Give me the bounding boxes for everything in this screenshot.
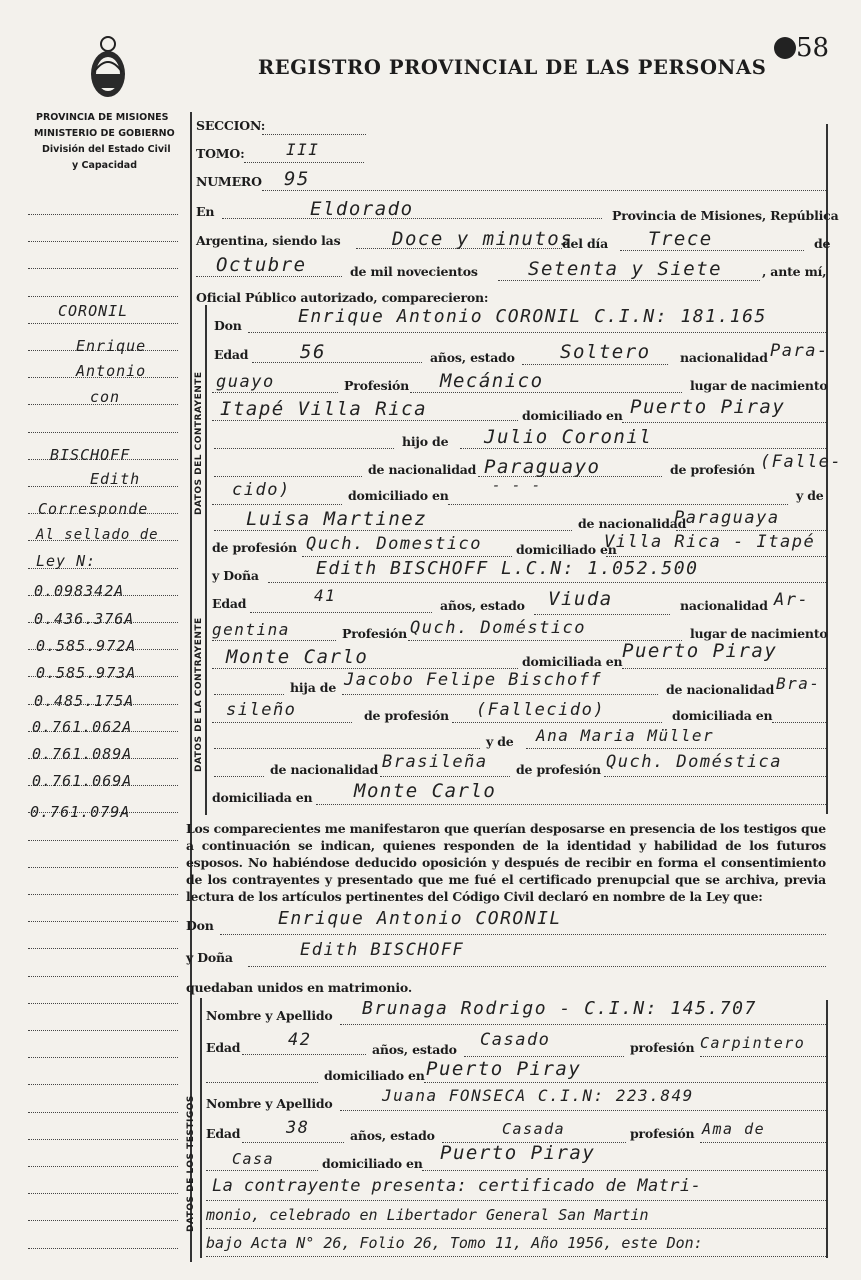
margin-rule [28, 296, 178, 297]
section-label-contrayente-f: DATOS DE LA CONTRAYENTE [194, 617, 204, 772]
value-madre2-dom: Monte Carlo [354, 780, 497, 802]
page-number: 58 [774, 32, 829, 63]
label-prof-t2: profesión [630, 1126, 695, 1141]
margin-number-5: 0.485.175A [34, 692, 135, 710]
label-edad-t1: Edad [206, 1040, 241, 1055]
label-de-prof-madre2: de profesión [516, 762, 601, 777]
section-border-contrayente [205, 305, 207, 815]
value-t1-nombre: Brunaga Rodrigo - C.I.N: 145.707 [362, 998, 757, 1019]
label-argentina: Argentina, siendo las [196, 233, 341, 248]
value-t1-dom: Puerto Piray [426, 1058, 582, 1080]
margin-rule [28, 921, 178, 922]
margin-rule [28, 948, 178, 949]
label-nacionalidad-1: nacionalidad [680, 350, 768, 365]
value-dia: Trece [648, 228, 713, 250]
value-estado-1: Soltero [560, 341, 651, 363]
margin-rule [28, 1166, 178, 1167]
margin-rule [28, 976, 178, 977]
main-border-left [190, 112, 192, 1262]
value-edad-2: 41 [314, 586, 337, 605]
value-numero: 95 [284, 168, 310, 190]
note-line-1: La contrayente presenta: certificado de Matri- [212, 1176, 702, 1196]
org-line-1: PROVINCIA DE MISIONES [36, 112, 169, 123]
value-don: Enrique Antonio CORONIL C.I.N: 181.165 [298, 306, 767, 327]
value-nac-1b: guayo [216, 372, 275, 392]
label-domiciliada-2: domiciliada en [522, 654, 623, 669]
margin-rule [28, 1139, 178, 1140]
value-hora: Doce y minutos [392, 228, 574, 250]
margin-rule [28, 241, 178, 242]
label-y-dona: y Doña [212, 568, 259, 583]
label-edad-t2: Edad [206, 1126, 241, 1141]
value-lugar-2: Monte Carlo [226, 646, 369, 668]
declaration-paragraph: Los comparecientes me manifestaron que querían desposarse en presencia de los testigos que a continuación se indican, quienes responden de la identidad y habilidad de los futuros esposos. No habiéndose deducido oposición y después de recibir en forma el consentimiento de los contrayentes y presentado que me fué el certificado prenupcial que se archiva, previa lectura de los artículos pertinentes del Código Civil declaró en nombre de la Ley que: [186, 821, 826, 904]
value-estado-2: Viuda [548, 588, 613, 610]
label-prof-t1: profesión [630, 1040, 695, 1055]
margin-note-2: Al sellado de [36, 527, 159, 543]
value-padre1-dom: - - - [492, 478, 542, 494]
label-don: Don [214, 318, 242, 333]
label-seccion: SECCION: [196, 118, 266, 133]
margin-rule [28, 1030, 178, 1031]
label-domiciliado-madre1: domiciliado en [516, 542, 617, 557]
section-label-contrayente: DATOS DEL CONTRAYENTE [194, 371, 204, 515]
margin-rule [28, 1193, 178, 1194]
margin-number-1: 0.098342A [34, 582, 125, 600]
value-decl-dona: Edith BISCHOFF [300, 940, 465, 960]
label-nacionalidad-2: nacionalidad [680, 598, 768, 613]
value-madre2: Ana Maria Müller [536, 726, 715, 745]
margin-number-8: 0.761.069A [32, 772, 133, 790]
margin-rule [28, 1248, 178, 1249]
margin-name-2: Enrique [76, 337, 147, 355]
value-hijo-de: Julio Coronil [484, 426, 653, 448]
label-domiciliado-padre1: domiciliado en [348, 488, 449, 503]
label-provincia: Provincia de Misiones, República [612, 208, 839, 223]
margin-number-4: 0.585.973A [36, 664, 137, 682]
value-en: Eldorado [310, 198, 414, 220]
label-decl-don: Don [186, 918, 214, 933]
value-prof-1: Mecánico [440, 370, 544, 392]
margin-rule [28, 1112, 178, 1113]
value-padre1-nac: Paraguayo [484, 456, 601, 478]
margin-rule [28, 867, 178, 868]
label-en: En [196, 204, 215, 219]
value-nac-2a: Ar- [774, 590, 810, 610]
label-domiciliada-padre2: domiciliada en [672, 708, 773, 723]
label-del-dia: del día [562, 236, 608, 251]
value-t2-prof-a: Ama de [702, 1120, 766, 1138]
label-hija-de: hija de [290, 680, 337, 695]
value-decl-don: Enrique Antonio CORONIL [278, 908, 562, 929]
label-quedaban: quedaban unidos en matrimonio. [186, 980, 412, 995]
value-nac-1a: Para- [770, 341, 829, 361]
margin-number-9: 0.761.079A [30, 803, 131, 821]
value-t1-estado: Casado [480, 1030, 551, 1050]
margin-rule [28, 1057, 178, 1058]
label-de-nac-madre2: de nacionalidad [270, 762, 379, 777]
value-dom-2: Puerto Piray [622, 640, 778, 662]
value-t2-edad: 38 [286, 1118, 310, 1138]
label-y-de-1: y de [796, 488, 824, 503]
label-anos-estado-t1: años, estado [372, 1042, 457, 1057]
section-border-testigos-right [826, 1000, 828, 1258]
value-prof-2: Quch. Doméstico [410, 618, 587, 638]
margin-name-5: BISCHOFF [50, 446, 131, 464]
value-madre2-nac: Brasileña [382, 752, 488, 772]
section-border-testigos [200, 998, 202, 1258]
label-lugar-nac-1: lugar de nacimiento [690, 378, 828, 393]
value-t2-nombre: Juana FONSECA C.I.N: 223.849 [382, 1086, 694, 1105]
margin-rule [28, 840, 178, 841]
margin-rule [28, 1084, 178, 1085]
value-nac-2b: gentina [212, 620, 290, 639]
label-anos-estado-2: años, estado [440, 598, 525, 613]
margin-number-7: 0.761.089A [32, 745, 133, 763]
org-line-3: División del Estado Civil [42, 144, 171, 155]
label-de-nac-padre2: de nacionalidad [666, 682, 775, 697]
label-de-prof-madre1: de profesión [212, 540, 297, 555]
value-t2-estado: Casada [502, 1120, 566, 1138]
coat-of-arms-icon [84, 32, 132, 102]
label-de-1: de [814, 236, 831, 251]
margin-rule [28, 214, 178, 215]
label-ante-mi: , ante mí, [762, 264, 827, 279]
label-de-mil: de mil novecientos [350, 264, 478, 279]
margin-name-1: CORONIL [58, 302, 129, 320]
value-madre1: Luisa Martinez [246, 508, 428, 530]
margin-number-2: 0.436.376A [34, 610, 135, 628]
label-edad-1: Edad [214, 347, 249, 362]
value-anio: Setenta y Siete [528, 258, 723, 280]
label-y-dona-decl: y Doña [186, 950, 233, 965]
org-line-2: MINISTERIO DE GOBIERNO [34, 128, 175, 139]
margin-name-4: con [90, 388, 121, 406]
document-title: REGISTRO PROVINCIAL DE LAS PERSONAS [258, 56, 767, 79]
label-nombre-t1: Nombre y Apellido [206, 1008, 333, 1023]
label-de-prof-padre1: de profesión [670, 462, 755, 477]
label-dom-t2: domiciliado en [322, 1156, 423, 1171]
value-padre2-nac-a: Bra- [776, 674, 821, 693]
value-t2-dom: Puerto Piray [440, 1142, 596, 1164]
value-padre2-nac-b: sileño [226, 700, 297, 720]
label-profesion-1: Profesión [344, 378, 410, 393]
margin-note-1: Corresponde [38, 500, 149, 518]
margin-number-3: 0.585.972A [36, 637, 137, 655]
value-dona: Edith BISCHOFF L.C.N: 1.052.500 [316, 558, 699, 579]
value-madre1-dom: Villa Rica - Itapé [604, 532, 816, 552]
value-mes: Octubre [216, 254, 307, 276]
label-hijo-de: hijo de [402, 434, 449, 449]
margin-note-3: Ley N: [36, 552, 97, 570]
value-lugar-1: Itapé Villa Rica [220, 398, 428, 420]
margin-rule [28, 268, 178, 269]
label-edad-2: Edad [212, 596, 247, 611]
value-tomo: III [286, 140, 320, 159]
org-line-4: y Capacidad [72, 160, 137, 171]
note-line-2: monio, celebrado en Libertador General San Martin [206, 1206, 649, 1224]
label-numero: NUMERO [196, 174, 262, 189]
label-domiciliada-madre2: domiciliada en [212, 790, 313, 805]
margin-rule [28, 1220, 178, 1221]
value-dom-1: Puerto Piray [630, 396, 786, 418]
margin-rule [28, 894, 178, 895]
label-tomo: TOMO: [196, 146, 245, 161]
value-madre1-prof: Quch. Domestico [306, 534, 483, 554]
value-madre2-prof: Quch. Doméstica [606, 752, 783, 772]
value-padre1-prof-b: cido) [232, 480, 291, 500]
value-padre1-prof-a: (Falle- [760, 452, 843, 472]
label-y-de-2: y de [486, 734, 514, 749]
label-oficial: Oficial Público autorizado, comparecieron: [196, 290, 489, 305]
label-anos-estado-1: años, estado [430, 350, 515, 365]
section-label-testigos: DATOS DE LOS TESTIGOS [186, 1095, 196, 1232]
label-profesion-2: Profesión [342, 626, 408, 641]
value-padre2-prof: (Fallecido) [476, 700, 606, 720]
margin-rule [28, 1003, 178, 1004]
label-de-nac-madre1: de nacionalidad [578, 516, 687, 531]
margin-number-6: 0.761.062A [32, 718, 133, 736]
label-dom-t1: domiciliado en [324, 1068, 425, 1083]
value-t2-prof-b: Casa [232, 1150, 275, 1168]
margin-rule [28, 323, 178, 324]
label-de-prof-padre2: de profesión [364, 708, 449, 723]
value-t1-prof: Carpintero [700, 1034, 806, 1052]
margin-name-3: Antonio [76, 362, 147, 380]
margin-rule [28, 432, 178, 433]
label-anos-estado-t2: años, estado [350, 1128, 435, 1143]
value-hija-de: Jacobo Felipe Bischoff [344, 670, 603, 690]
value-edad-1: 56 [300, 341, 326, 363]
margin-name-6: Edith [90, 470, 141, 488]
label-de-nac-padre1: de nacionalidad [368, 462, 477, 477]
note-line-3: bajo Acta N° 26, Folio 26, Tomo 11, Año 1956, este Don: [206, 1234, 703, 1252]
value-madre1-nac: Paraguaya [674, 508, 780, 528]
label-domiciliado-1: domiciliado en [522, 408, 623, 423]
label-lugar-nac-2: lugar de nacimiento [690, 626, 828, 641]
value-t1-edad: 42 [288, 1030, 312, 1050]
label-nombre-t2: Nombre y Apellido [206, 1096, 333, 1111]
